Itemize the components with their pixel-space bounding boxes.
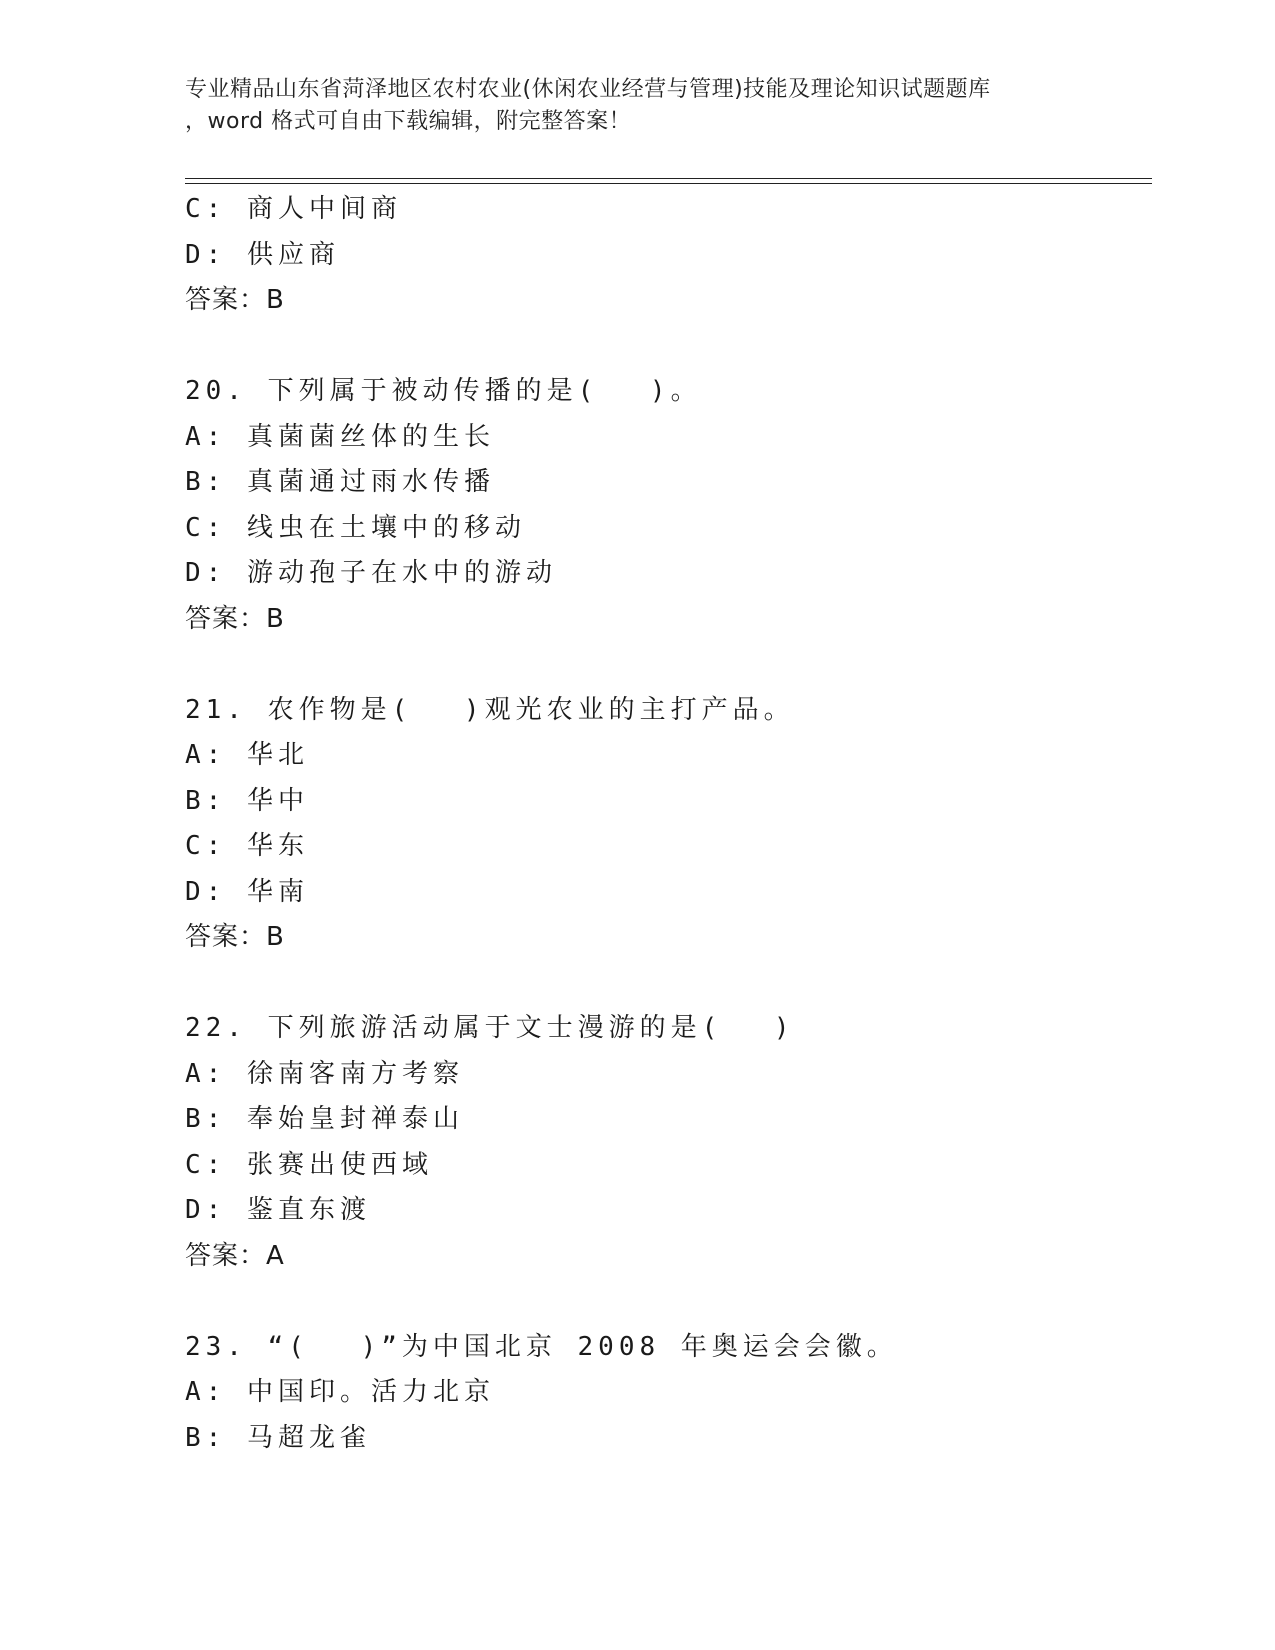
spacer: [185, 961, 1135, 1007]
answer-line: 答案：B: [185, 922, 285, 952]
option-c: C: 线虫在土壤中的移动: [185, 512, 526, 543]
option-d: D: 供应商: [185, 239, 340, 270]
answer-line: 答案：B: [185, 603, 285, 634]
option-b: B: 真菌通过雨水传播: [185, 467, 495, 497]
spacer: [185, 1279, 1135, 1325]
spacer: [185, 642, 1135, 688]
option-a: A: 华北: [185, 740, 309, 770]
document-header: [185, 74, 1095, 138]
option-a: A: 徐南客南方考察: [185, 1058, 464, 1089]
option-a: A: 中国印。活力北京: [185, 1377, 495, 1407]
option-b: B: 马超龙雀: [185, 1422, 371, 1453]
spacer: [185, 324, 1135, 370]
question-stem-20: 20. 下列属于被动传播的是( )。: [185, 376, 702, 406]
option-c: C: 商人中间商: [185, 194, 402, 224]
option-b: B: 华中: [185, 785, 309, 816]
option-c: C: 张赛出使西域: [185, 1149, 433, 1180]
option-d: D: 游动孢子在水中的游动: [185, 558, 557, 588]
answer-line: 答案：B: [185, 285, 285, 315]
question-stem-22: 22. 下列旅游活动属于文士漫游的是( ): [185, 1013, 795, 1043]
header-title-line-2: ，word 格式可自由下载编辑，附完整答案！: [185, 109, 632, 134]
question-stem-21: 21. 农作物是( )观光农业的主打产品。: [185, 694, 795, 725]
option-a: A: 真菌菌丝体的生长: [185, 421, 495, 452]
header-title-line-1: 专业精品山东省菏泽地区农村农业(休闲农业经营与管理)技能及理论知识试题题库: [185, 77, 991, 102]
answer-line: 答案：A: [185, 1240, 285, 1271]
question-stem-23: 23. “( )”为中国北京 2008 年奥运会会徽。: [185, 1331, 898, 1362]
option-b: B: 奉始皇封禅泰山: [185, 1104, 464, 1134]
option-d: D: 鉴直东渡: [185, 1195, 371, 1225]
header-divider-bottom: [185, 183, 1152, 184]
option-c: C: 华东: [185, 831, 309, 861]
header-divider-top: [185, 178, 1152, 179]
option-d: D: 华南: [185, 876, 309, 907]
question-list: [185, 187, 1135, 1461]
